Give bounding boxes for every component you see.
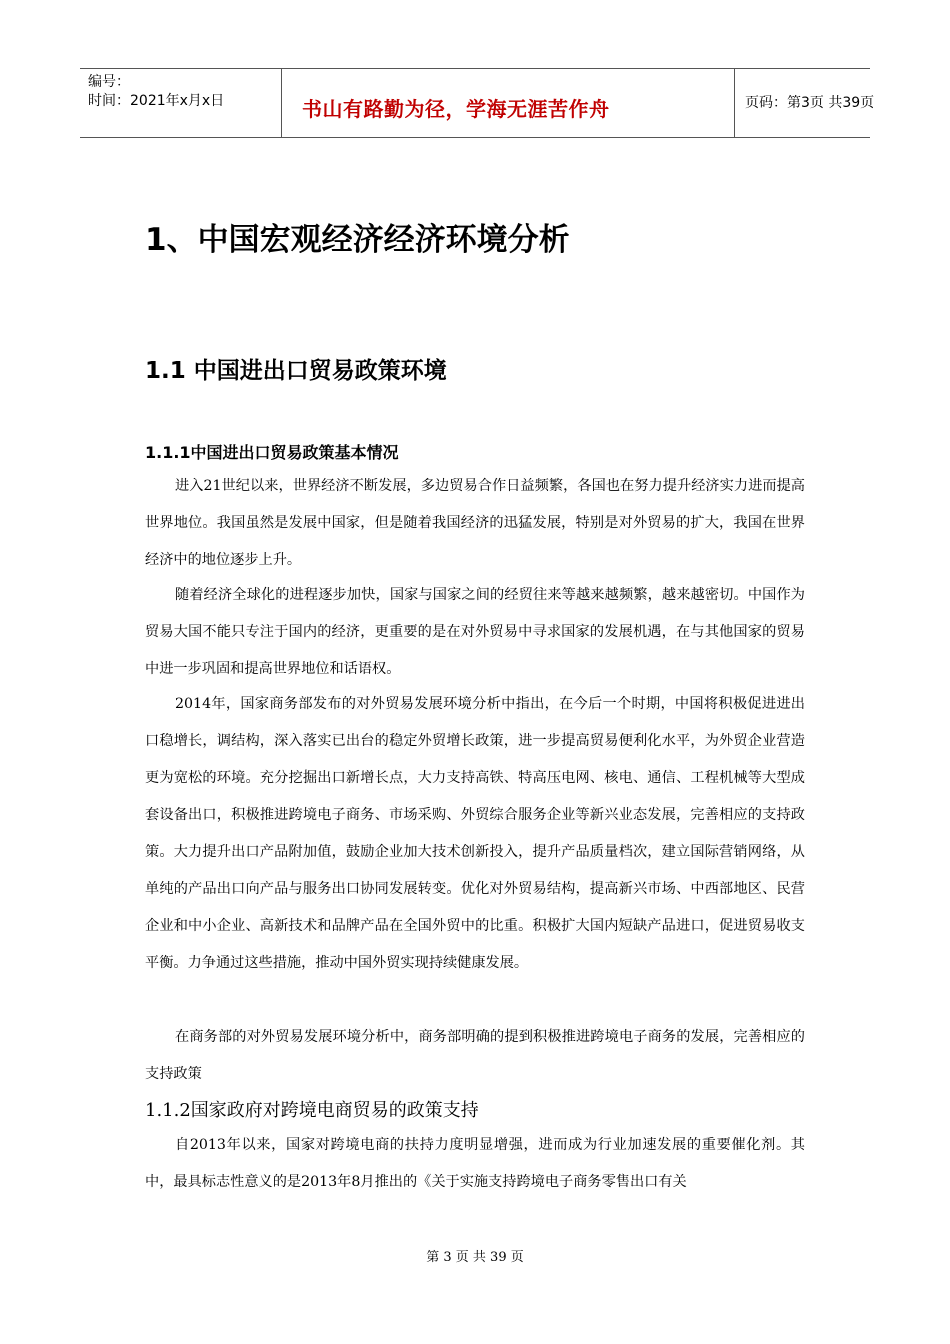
header-time: 时间：2021年x月x日 (88, 93, 225, 109)
heading-2: 1.1 中国进出口贸易政策环境 (145, 358, 447, 384)
paragraph: 进入21世纪以来，世界经济不断发展，多边贸易合作日益频繁，各国也在努力提升经济实力进而提高世界地位。我国虽然是发展中国家，但是随着我国经济的迅猛发展，特别是对外贸易的扩大，我国在世界经济中的地位逐步上升。 (145, 478, 805, 568)
header-motto: 书山有路勤为径，学海无涯苦作舟 (302, 97, 610, 121)
header-meta (80, 69, 282, 137)
heading-1-1-2: 1.1.2国家政府对跨境电商贸易的政策支持 (145, 1100, 479, 1121)
heading-1-1-1: 1.1.1中国进出口贸易政策基本情况 (145, 443, 399, 462)
heading-1: 1、中国宏观经济经济环境分析 (145, 222, 570, 258)
page-footer: 第 3 页 共 39 页 (426, 1250, 524, 1265)
paragraph: 2014年，国家商务部发布的对外贸易发展环境分析中指出，在今后一个时期，中国将积极促进进出口稳增长，调结构，深入落实已出台的稳定外贸增长政策，进一步提高贸易便利化水平，为外贸企业营造更为宽松的环境。充分挖掘出口新增长点，大力支持高铁、特高压电网、核电、通信、工程机械等大型成套设备出口，积极推进跨境电子商务、市场采购、外贸综合服务企业等新兴业态发展，完善相应的支持政策。大力提升出口产品附加值，鼓励企业加大技术创新投入，提升产品质量档次，建立国际营销网络，从单纯的产品出口向产品与服务出口协同发展转变。优化对外贸易结构，提高新兴市场、中西部地区、民营企业和中小企业、高新技术和品牌产品在全国外贸中的比重。积极扩大国内短缺产品进口，促进贸易收支平衡。力争通过这些措施，推动中国外贸实现持续健康发展。 (145, 696, 805, 971)
paragraph: 在商务部的对外贸易发展环境分析中，商务部明确的提到积极推进跨境电子商务的发展，完善相应的支持政策 (145, 1029, 805, 1082)
header-page-code: 页码：第3页 共39页 (745, 95, 875, 111)
paragraph: 自2013年以来，国家对跨境电商的扶持力度明显增强，进而成为行业加速发展的重要催化剂。其中，最具标志性意义的是2013年8月推出的《关于实施支持跨境电子商务零售出口有关 (145, 1137, 805, 1190)
page-header (80, 68, 875, 138)
header-number: 编号： (88, 74, 130, 90)
paragraph: 随着经济全球化的进程逐步加快，国家与国家之间的经贸往来等越来越频繁，越来越密切。中国作为贸易大国不能只专注于国内的经济，更重要的是在对外贸易中寻求国家的发展机遇，在与其他国家的贸易中进一步巩固和提高世界地位和话语权。 (145, 587, 805, 677)
header-motto-cell (282, 69, 735, 137)
